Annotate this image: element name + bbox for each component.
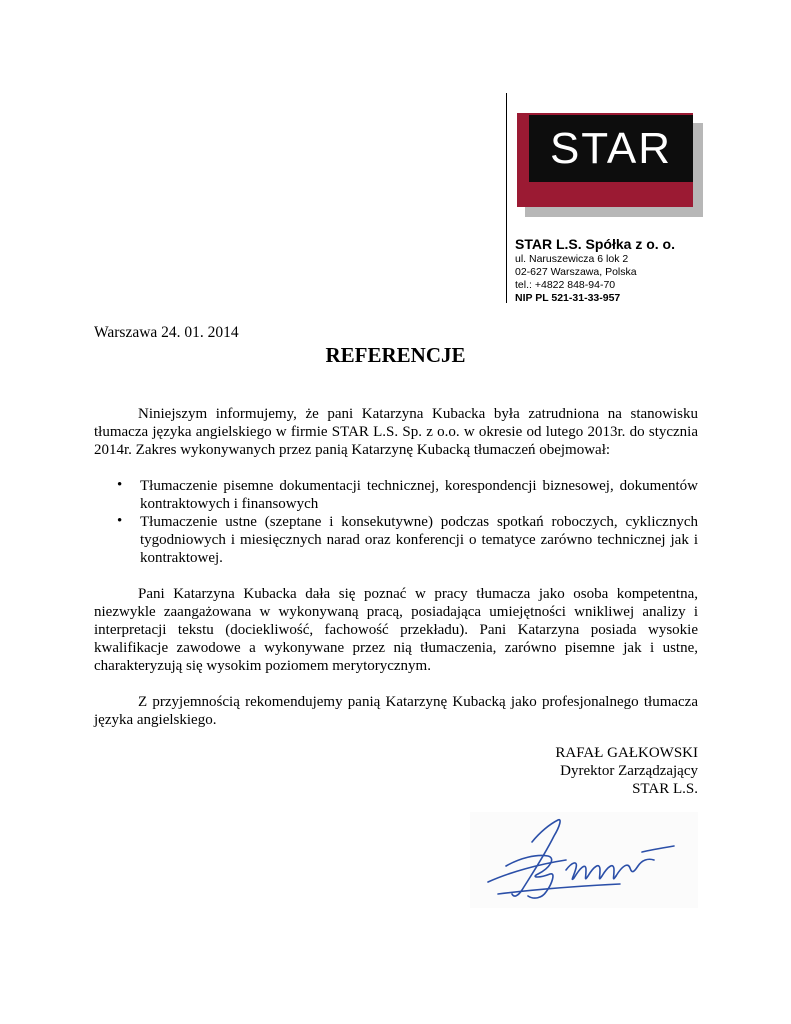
company-nip: NIP PL 521-31-33-957 [515,292,621,304]
letter-date: Warszawa 24. 01. 2014 [94,324,239,341]
bullet-item-1: Tłumaczenie pisemne dokumentacji technicznej, korespondencji biznesowej, dokumentów kontraktowych i finansowych [140,478,698,512]
letter-title: REFERENCJE [325,343,466,367]
signatory-company: STAR L.S. [632,781,698,797]
company-name: STAR L.S. Spółka z o. o. [515,236,675,252]
address-street: ul. Naruszewicza 6 lok 2 [515,253,629,265]
star-logo [517,113,704,223]
company-phone: tel.: +4822 848-94-70 [515,279,616,291]
handwritten-signature [470,812,698,908]
assessment-paragraph-text: Pani Katarzyna Kubacka dała się poznać w pracy tłumacza jako osoba kompetentna, niezwykle zaangażowana w wykonywaną pracą, posiadająca umiejętności wnikliwej analizy i interpretacji tekstu (dociekliwość, fachowość przekładu). Pani Katarzyna posiada wysokie kwalifikacje zawodowe a wykonywane przez nią tłumaczenia, zarówno pisemne jak i ustne, charakteryzują się wysokim poziomem merytorycznym. [94,586,698,674]
signature-scribble [470,812,698,908]
assessment-paragraph [94,585,698,675]
logo-black-panel [529,115,693,182]
bullet-marker-2: • [117,513,123,529]
recommendation-paragraph-text: Z przyjemnością rekomendujemy panią Katarzynę Kubacką jako profesjonalnego tłumacza języka angielskiego. [94,694,698,728]
letterhead-divider [506,93,507,303]
signatory-name: RAFAŁ GAŁKOWSKI [555,745,698,761]
recommendation-paragraph [94,693,698,729]
logo-text: STAR [549,124,673,173]
bullet-marker-1: • [117,477,123,493]
bullet-item-2: Tłumaczenie ustne (szeptane i konsekutywne) podczas spotkań roboczych, cyklicznych tygodniowych i miesięcznych narad oraz konferencji o tematyce zarówno technicznej jak i kontraktowej. [140,514,698,566]
intro-paragraph-text: Niniejszym informujemy, że pani Katarzyna Kubacka była zatrudniona na stanowisku tłumacza języka angielskiego w firmie STAR L.S. Sp. z o.o. w okresie od lutego 2013r. do stycznia 2014r. Zakres wykonywanych przez panią Katarzynę Kubacką tłumaczeń obejmował: [94,406,698,458]
address-city: 02-627 Warszawa, Polska [515,266,637,278]
signatory-title: Dyrektor Zarządzający [560,763,698,779]
intro-paragraph [94,405,698,459]
